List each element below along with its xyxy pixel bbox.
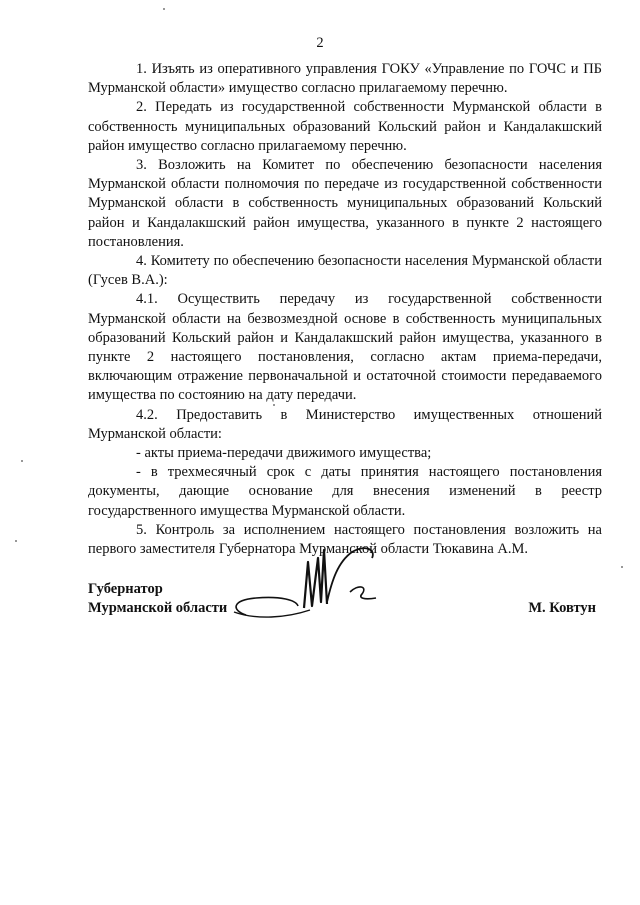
scan-speck xyxy=(621,566,623,568)
paragraph-2: 2. Передать из государственной собственности Мурманской области в собственность муниципальных образований Кольский район и Кандалакшский район имущество согласно прилагаемому перечню. xyxy=(88,99,602,154)
scan-speck xyxy=(163,8,165,10)
scan-speck xyxy=(15,540,17,542)
list-item-acts: - акты приема-передачи движимого имущества; xyxy=(136,445,432,462)
signatory-title-line1: Губернатор xyxy=(88,581,163,597)
paragraph-5: 5. Контроль за исполнением настоящего постановления возложить на первого заместителя Губернатора Мурманской области Тюкавина А.М. xyxy=(88,521,602,558)
scan-speck xyxy=(21,460,23,462)
handwritten-signature xyxy=(226,540,396,635)
signatory-title xyxy=(88,580,227,618)
signatory-name: М. Ковтун xyxy=(528,600,596,616)
paragraph-4-1: 4.1. Осуществить передачу из государственной собственности Мурманской области на безвозмездной основе в собственность муниципальных образований Кольский район и Кандалакшский район имущества, указанного в пункте 2 настоящего постановления, согласно актам приема-передачи, включающим отражение первоначальной и остаточной стоимости передаваемого имущества по состоянию на дату передачи. xyxy=(88,291,602,404)
document-body xyxy=(88,60,602,559)
paragraph-4-2: 4.2. Предоставить в Министерство имущественных отношений Мурманской области: xyxy=(88,406,602,442)
scan-speck xyxy=(273,404,275,406)
signatory-title-line2: Мурманской области xyxy=(88,600,228,616)
paragraph-1: 1. Изъять из оперативного управления ГОКУ «Управление по ГОЧС и ПБ Мурманской области» имущество согласно прилагаемому перечню. xyxy=(88,61,602,97)
page-number: 2 xyxy=(316,35,324,51)
paragraph-3: 3. Возложить на Комитет по обеспечению безопасности населения Мурманской области полномочия по передаче из государственной собственности Мурманской области в собственность муниципальных образований Кольский район и Кандалакшский район имущества, указанного в пункте 2 настоящего постановления. xyxy=(88,157,602,250)
paragraph-4: 4. Комитету по обеспечению безопасности населения Мурманской области (Гусев В.А.): xyxy=(88,253,602,289)
list-item-documents: - в трехмесячный срок с даты принятия настоящего постановления документы, дающие основание для внесения изменений в реестр государственного имущества Мурманской области. xyxy=(88,464,602,519)
